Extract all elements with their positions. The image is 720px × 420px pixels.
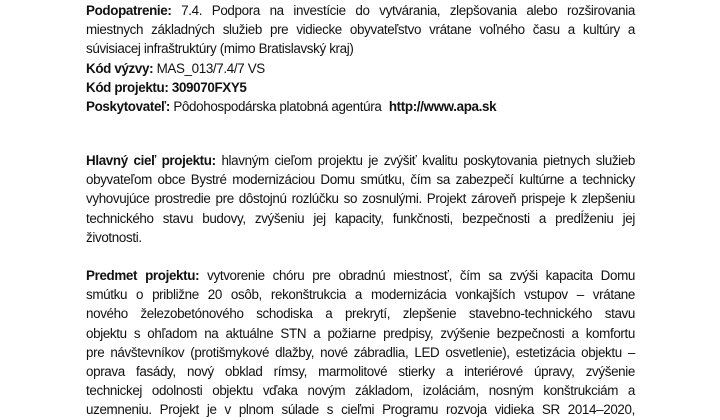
provider — [86, 97, 635, 116]
measure-line-1: Podopatrenie: 7.4. Podpora na investície do vytvárania, zlepšovania alebo rozširovania — [86, 3, 636, 18]
measure-label: Podopatrenie: — [86, 3, 172, 18]
subject-line-4: objektu s ohľadom na aktuálne STN a požiarne predpisy, zvýšenie bezpečnosti a komfortu — [86, 325, 635, 341]
provider-name: Pôdohospodárska platobná agentúra — [173, 99, 382, 115]
main-goal-section — [86, 151, 635, 247]
subject-label: Predmet projektu: — [86, 268, 200, 283]
subject-line-8: uzemneniu. Projekt je v plnom súlade s cieľmi Programu rozvoja vidieka SR 2014–2020, — [86, 402, 635, 418]
provider-url-link[interactable]: http://www.apa.sk — [388, 99, 497, 115]
project-meta — [86, 1, 635, 116]
project-code — [86, 78, 635, 97]
goal-line-3: vyhovujúce prostredie pre dôstojnú rozlúčku so zosnulými. Projekt zároveň prispeje k zlepšeniu — [86, 191, 635, 207]
project-subject-section — [86, 266, 635, 420]
main-goal-label: Hlavný cieľ projektu: — [86, 153, 216, 168]
subject-line-5: pre návštevníkov (protišmykové dlažby, nové zábradlia, LED osvetlenie), estetizácia objektu – — [86, 344, 635, 360]
goal-line-4: technického stavu budovy, zvýšeniu jej kapacity, funkčnosti, bezpečnosti a predĺženiu jej — [86, 210, 635, 226]
subject-line-6: oprava fasády, nový obklad rímsy, marmolitové stierky a interiérové úpravy, zvýšenie — [86, 364, 635, 380]
provider-label: Poskytovateľ: — [86, 99, 170, 115]
measure-line-2: miestnych základných služieb pre vidiecke obyvateľstvo vrátane voľného času a kultúry a — [86, 22, 635, 38]
subject-line-1: Predmet projektu: vytvorenie chóru pre obradnú miestnosť, čím sa zvýši kapacita Domu — [86, 268, 635, 283]
goal-line-2: obyvateľom obce Bystré modernizáciou Domu smútku, čím sa zabezpečí kultúrne a technicky — [86, 172, 635, 188]
subject-line-3: nového železobetónového schodiska a prekrytí, zlepšenie stavebno-technického stavu — [86, 306, 635, 322]
project-code-label: Kód projektu: — [86, 79, 169, 95]
goal-line-5: životnosti. — [86, 229, 142, 245]
call-code-label: Kód výzvy: — [86, 60, 154, 76]
call-code — [86, 59, 635, 78]
goal-line-1: Hlavný cieľ projektu: hlavným cieľom projektu je zvýšiť kvalitu poskytovania pietnych služieb — [86, 153, 635, 168]
project-code-value: 309070FXY5 — [171, 79, 247, 95]
subject-line-7: technickej odolnosti objektu vďaka novým základom, izoláciám, nosným konštrukciám a — [86, 383, 635, 399]
measure-line-3: súvisiacej infraštruktúry (mimo Bratislavský kraj) — [86, 41, 354, 57]
call-code-value: MAS_013/7.4/7 VS — [156, 60, 265, 76]
subject-line-2: smútku o približne 20 osôb, rekonštrukcia a modernizácia vonkajších vstupov – vrátane — [86, 287, 635, 303]
